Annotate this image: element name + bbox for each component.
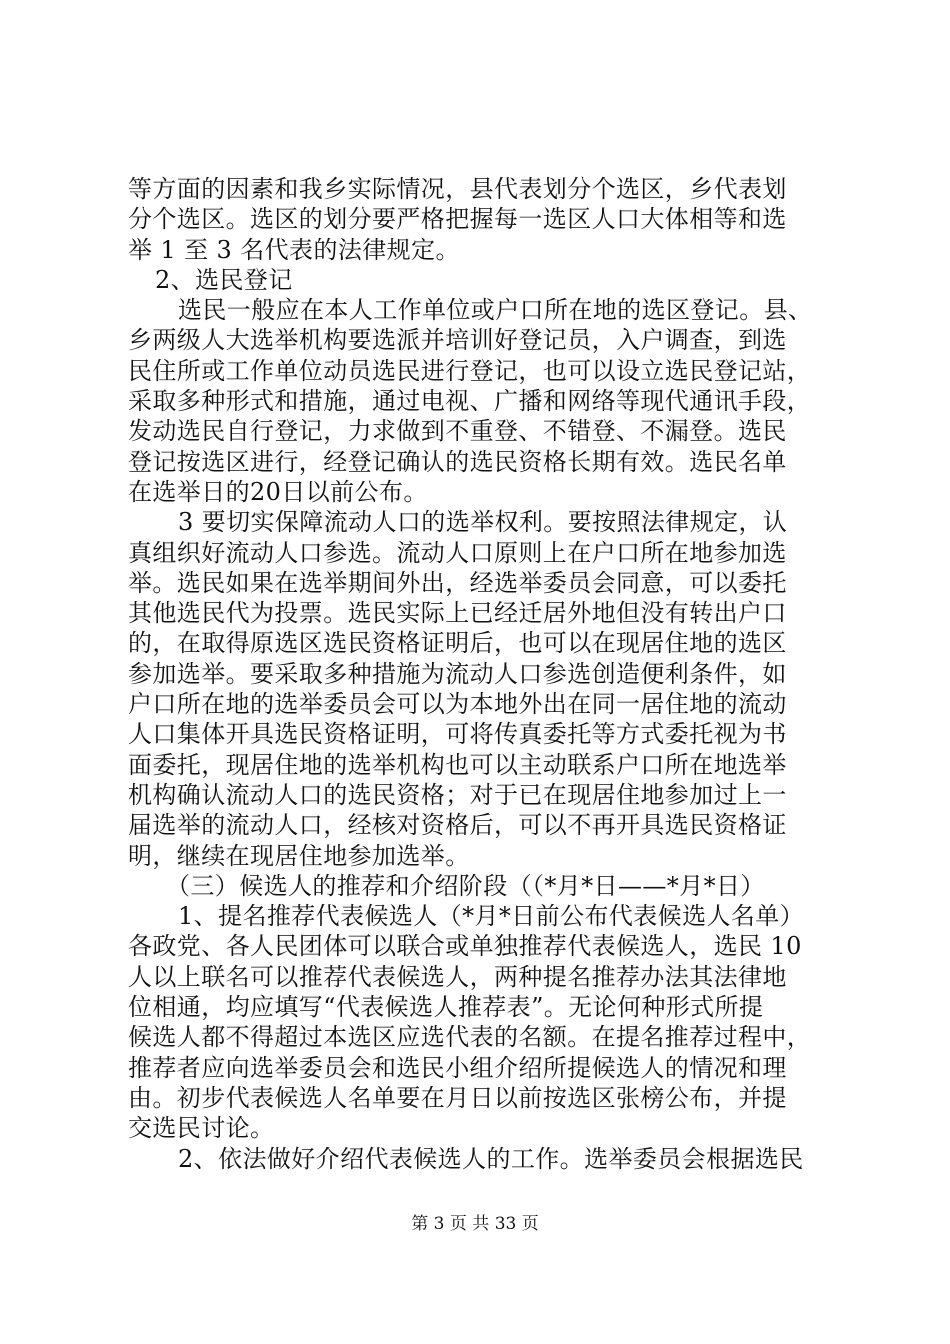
text-line: 真组织好流动人口参选。流动人口原则上在户口所在地参加选 — [128, 538, 787, 567]
text-line: 各政党、各人民团体可以联合或单独推荐代表候选人，选民 10 — [128, 932, 802, 961]
text-line: 位相通，均应填写“代表候选人推荐表”。无论何种形式所提 — [128, 993, 764, 1022]
text-line: 采取多种形式和措施，通过电视、广播和网络等现代通讯手段， — [128, 387, 812, 416]
text-line: 人以上联名可以推荐代表候选人，两种提名推荐办法其法律地 — [128, 962, 787, 991]
text-line: 推荐者应向选举委员会和选民小组介绍所提候选人的情况和理 — [128, 1053, 787, 1082]
text-line: 其他选民代为投票。选民实际上已经迁居外地但没有转出户口 — [128, 599, 787, 628]
section-heading: （三）候选人的推荐和介绍阶段（（*月*日——*月*日） — [166, 871, 765, 900]
text-line: 选民一般应在本人工作单位或户口所在地的选区登记。县、 — [178, 296, 813, 325]
text-line: 登记按选区进行，经登记确认的选民资格长期有效。选民名单 — [128, 447, 787, 476]
text-line: 举 1 至 3 名代表的法律规定。 — [128, 235, 460, 264]
text-line: 由。初步代表候选人名单要在月日以前按选区张榜公布，并提 — [128, 1083, 787, 1112]
text-line: 户口所在地的选举委员会可以为本地外出在同一居住地的流动 — [128, 690, 787, 719]
text-line: 3 要切实保障流动人口的选举权利。要按照法律规定，认 — [178, 508, 788, 537]
text-line: 乡两级人大选举机构要选派并培训好登记员，入户调查，到选 — [128, 326, 787, 355]
text-line: 届选举的流动人口，经核对资格后，可以不再开具选民资格证 — [128, 811, 787, 840]
section-heading: 2、选民登记 — [155, 265, 293, 294]
text-line: 分个选区。选区的划分要严格把握每一选区人口大体相等和选 — [128, 205, 787, 234]
text-line: 人口集体开具选民资格证明，可将传真委托等方式委托视为书 — [128, 720, 787, 749]
text-line: 发动选民自行登记，力求做到不重登、不错登、不漏登。选民 — [128, 417, 787, 446]
text-line: 等方面的因素和我乡实际情况，县代表划分个选区，乡代表划 — [128, 175, 787, 203]
page-number-footer: 第 3 页 共 33 页 — [411, 1214, 539, 1234]
text-line: 举。选民如果在选举期间外出，经选举委员会同意，可以委托 — [128, 568, 787, 597]
text-line: 机构确认流动人口的选民资格；对于已在现居住地参加过上一 — [128, 780, 787, 809]
text-line: 在选举日的20日以前公布。 — [128, 477, 428, 506]
text-line: 交选民讨论。 — [128, 1114, 275, 1143]
text-line: 候选人都不得超过本选区应选代表的名额。在提名推荐过程中， — [128, 1023, 812, 1052]
text-line: 参加选举。要采取多种措施为流动人口参选创造便利条件，如 — [128, 659, 787, 688]
text-line: 民住所或工作单位动员选民进行登记，也可以设立选民登记站， — [128, 356, 812, 385]
subsection-heading: 1、提名推荐代表候选人（*月*日前公布代表候选人名单） — [178, 902, 805, 931]
document-body — [128, 174, 828, 1174]
text-line: 2、依法做好介绍代表候选人的工作。选举委员会根据选民 — [178, 1144, 804, 1173]
text-line: 的，在取得原选区选民资格证明后，也可以在现居住地的选区 — [128, 629, 787, 658]
text-line: 明，继续在现居住地参加选举。 — [128, 841, 470, 870]
text-line: 面委托，现居住地的选举机构也可以主动联系户口所在地选举 — [128, 750, 787, 779]
